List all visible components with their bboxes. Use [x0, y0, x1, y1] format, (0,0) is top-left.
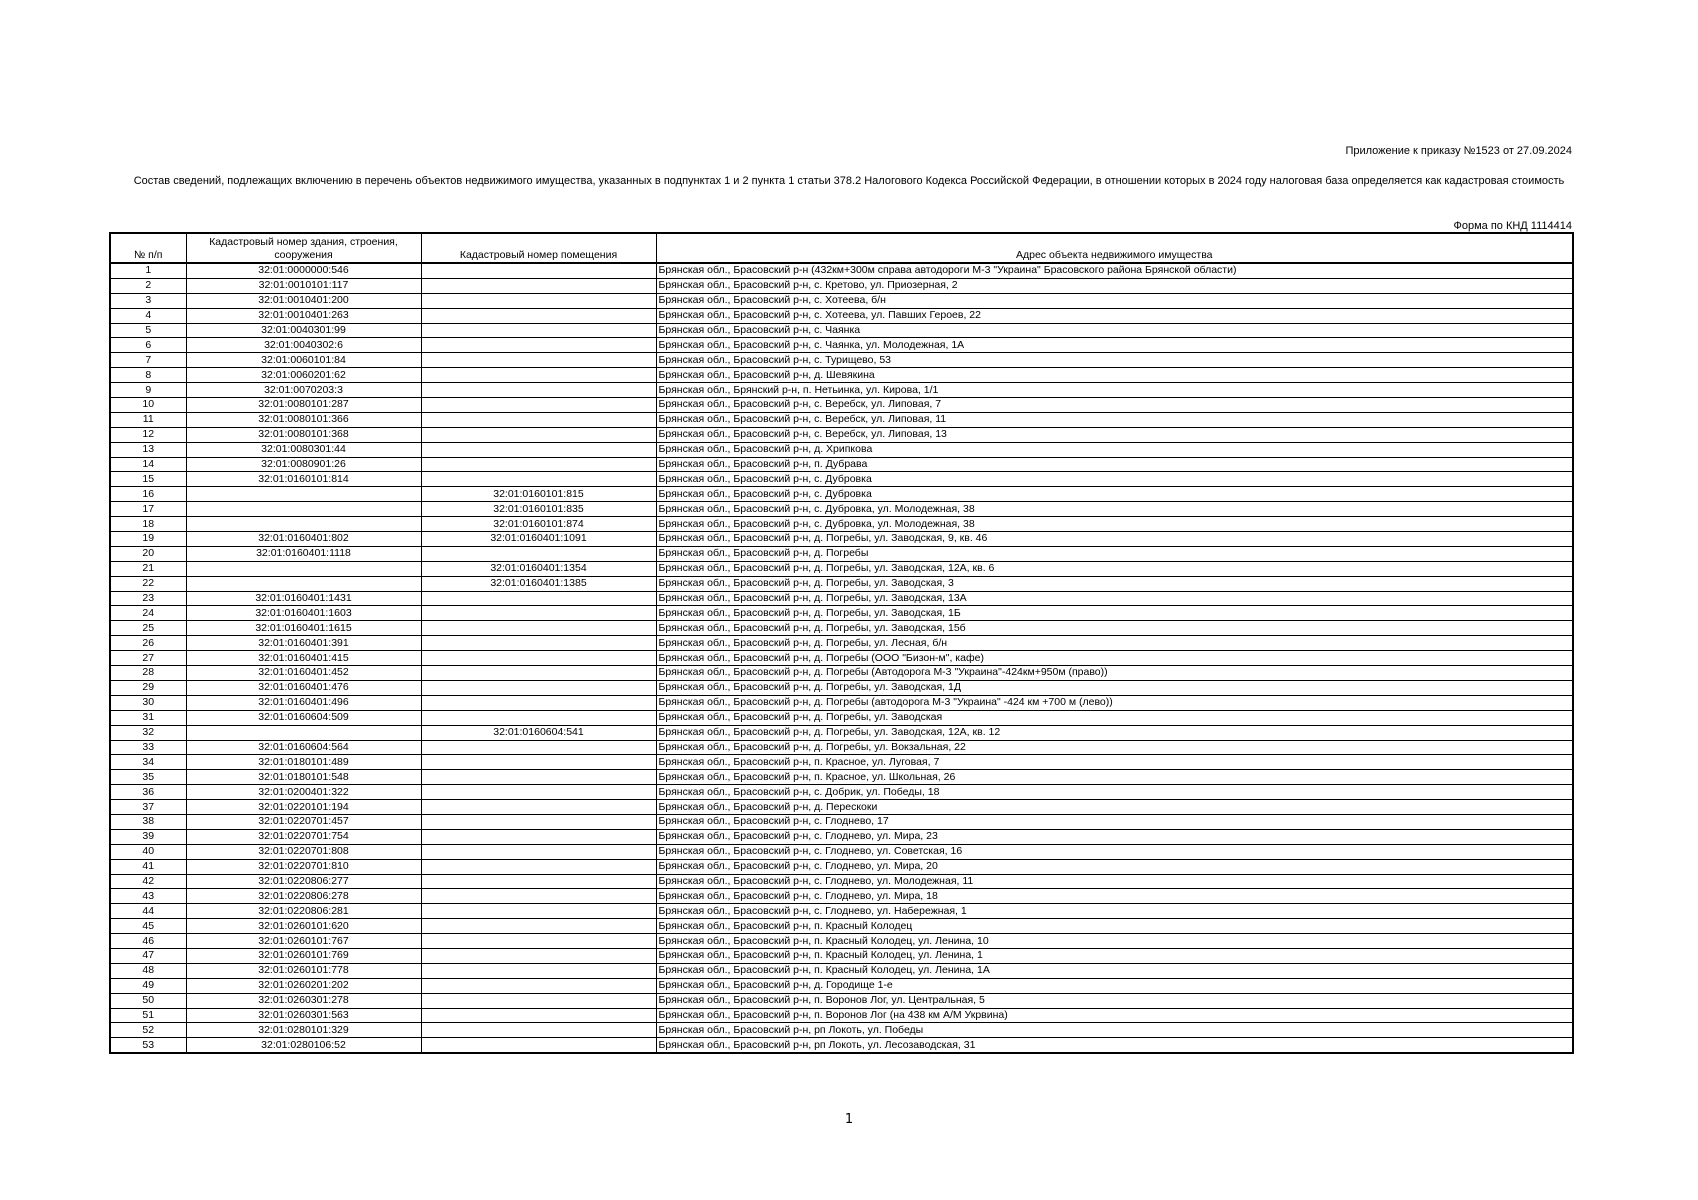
table-row: [110, 502, 1573, 517]
row-number: 7: [110, 353, 186, 368]
building-cadastral-number: 32:01:0260301:563: [186, 1008, 421, 1023]
row-number: 36: [110, 785, 186, 800]
object-address: Брянская обл., Брасовский р-н, п. Красное, ул. Школьная, 26: [656, 770, 1573, 785]
table-row: [110, 561, 1573, 576]
room-cadastral-number: [421, 412, 656, 427]
row-number: 17: [110, 502, 186, 517]
building-cadastral-number: 32:01:0160401:496: [186, 695, 421, 710]
table-row: [110, 591, 1573, 606]
object-address: Брянская обл., Брасовский р-н, д. Погребы, ул. Заводская, 12А, кв. 6: [656, 561, 1573, 576]
room-cadastral-number: [421, 293, 656, 308]
table-row: [110, 576, 1573, 591]
room-cadastral-number: [421, 457, 656, 472]
room-cadastral-number: [421, 606, 656, 621]
table-row: [110, 874, 1573, 889]
object-address: Брянская обл., Брасовский р-н, с. Веребск, ул. Липовая, 13: [656, 427, 1573, 442]
building-cadastral-number: 32:01:0280106:52: [186, 1038, 421, 1053]
document-title: Состав сведений, подлежащих включению в перечень объектов недвижимого имущества, указанных в подпунктах 1 и 2 пункта 1 статьи 378.2 Налогового Кодекса Российской Федерации, в отношении которых в 2024 году налоговая база определяется как кадастровая стоимость: [133, 175, 1565, 187]
table-row: [110, 606, 1573, 621]
table-row: [110, 651, 1573, 666]
building-cadastral-number: 32:01:0160401:802: [186, 532, 421, 547]
table-row: [110, 532, 1573, 547]
row-number: 47: [110, 948, 186, 963]
row-number: 23: [110, 591, 186, 606]
object-address: Брянская обл., Брасовский р-н, д. Погребы (автодорога М-3 "Украина" -424 км +700 м (лево)): [656, 695, 1573, 710]
building-cadastral-number: [186, 517, 421, 532]
building-cadastral-number: 32:01:0010401:200: [186, 293, 421, 308]
building-cadastral-number: 32:01:0180101:489: [186, 755, 421, 770]
row-number: 10: [110, 398, 186, 413]
object-address: Брянская обл., Брасовский р-н, д. Погребы (Автодорога М-3 "Украина"-424км+950м (право)): [656, 666, 1573, 681]
row-number: 49: [110, 978, 186, 993]
building-cadastral-number: 32:01:0060101:84: [186, 353, 421, 368]
room-cadastral-number: [421, 978, 656, 993]
row-number: 20: [110, 546, 186, 561]
room-cadastral-number: [421, 948, 656, 963]
object-address: Брянская обл., Брасовский р-н, д. Шевякина: [656, 368, 1573, 383]
building-cadastral-number: 32:01:0260101:769: [186, 948, 421, 963]
building-cadastral-number: 32:01:0040301:99: [186, 323, 421, 338]
room-cadastral-number: [421, 1008, 656, 1023]
row-number: 13: [110, 442, 186, 457]
table-row: [110, 710, 1573, 725]
object-address: Брянская обл., Брасовский р-н, рп Локоть, ул. Победы: [656, 1023, 1573, 1038]
room-cadastral-number: [421, 263, 656, 278]
object-address: Брянская обл., Брасовский р-н, с. Глоднево, ул. Мира, 18: [656, 889, 1573, 904]
row-number: 43: [110, 889, 186, 904]
row-number: 27: [110, 651, 186, 666]
object-address: Брянская обл., Брасовский р-н, д. Погребы, ул. Заводская, 13А: [656, 591, 1573, 606]
table-row: [110, 963, 1573, 978]
object-address: Брянская обл., Брасовский р-н, п. Красный Колодец, ул. Ленина, 1А: [656, 963, 1573, 978]
row-number: 41: [110, 859, 186, 874]
table-row: [110, 636, 1573, 651]
room-cadastral-number: [421, 785, 656, 800]
object-address: Брянская обл., Брасовский р-н, д. Городище 1-е: [656, 978, 1573, 993]
table-row: [110, 695, 1573, 710]
object-address: Брянская обл., Брасовский р-н, п. Красный Колодец, ул. Ленина, 1: [656, 948, 1573, 963]
room-cadastral-number: [421, 651, 656, 666]
column-header-number: № п/п: [110, 233, 186, 263]
building-cadastral-number: 32:01:0160604:509: [186, 710, 421, 725]
row-number: 1: [110, 263, 186, 278]
building-cadastral-number: 32:01:0220701:808: [186, 844, 421, 859]
row-number: 31: [110, 710, 186, 725]
table-row: [110, 278, 1573, 293]
table-row: [110, 680, 1573, 695]
room-cadastral-number: [421, 621, 656, 636]
building-cadastral-number: 32:01:0080101:368: [186, 427, 421, 442]
table-row: [110, 338, 1573, 353]
object-address: Брянская обл., Брасовский р-н, с. Дубровка: [656, 487, 1573, 502]
building-cadastral-number: 32:01:0070203:3: [186, 383, 421, 398]
room-cadastral-number: [421, 398, 656, 413]
column-header-building-cadastral: Кадастровый номер здания, строения, сооружения: [186, 233, 421, 263]
table-row: [110, 472, 1573, 487]
object-address: Брянская обл., Брасовский р-н, с. Глоднево, ул. Мира, 20: [656, 859, 1573, 874]
row-number: 12: [110, 427, 186, 442]
row-number: 21: [110, 561, 186, 576]
object-address: Брянская обл., Брасовский р-н, д. Погребы, ул. Заводская, 1Д: [656, 680, 1573, 695]
object-address: Брянская обл., Брасовский р-н, с. Дубровка, ул. Молодежная, 38: [656, 517, 1573, 532]
row-number: 40: [110, 844, 186, 859]
room-cadastral-number: [421, 546, 656, 561]
table-row: [110, 487, 1573, 502]
building-cadastral-number: 32:01:0220101:194: [186, 800, 421, 815]
building-cadastral-number: [186, 502, 421, 517]
building-cadastral-number: 32:01:0260201:202: [186, 978, 421, 993]
table-row: [110, 442, 1573, 457]
table-row: [110, 919, 1573, 934]
page-number: 1: [844, 1112, 854, 1127]
row-number: 38: [110, 814, 186, 829]
table-header: [110, 233, 1573, 263]
object-address: Брянская обл., Брасовский р-н, с. Глоднево, ул. Советская, 16: [656, 844, 1573, 859]
table-row: [110, 1023, 1573, 1038]
row-number: 50: [110, 993, 186, 1008]
object-address: Брянская обл., Брасовский р-н, рп Локоть, ул. Лесозаводская, 31: [656, 1038, 1573, 1053]
row-number: 51: [110, 1008, 186, 1023]
room-cadastral-number: 32:01:0160604:541: [421, 725, 656, 740]
table-row: [110, 427, 1573, 442]
room-cadastral-number: [421, 636, 656, 651]
building-cadastral-number: 32:01:0220701:754: [186, 829, 421, 844]
table-row: [110, 755, 1573, 770]
table-row: [110, 1038, 1573, 1053]
object-address: Брянская обл., Брасовский р-н, с. Веребск, ул. Липовая, 7: [656, 398, 1573, 413]
room-cadastral-number: [421, 472, 656, 487]
building-cadastral-number: 32:01:0220806:277: [186, 874, 421, 889]
room-cadastral-number: [421, 874, 656, 889]
building-cadastral-number: [186, 487, 421, 502]
table-row: [110, 621, 1573, 636]
object-address: Брянская обл., Брасовский р-н, с. Глоднево, 17: [656, 814, 1573, 829]
object-address: Брянская обл., Брасовский р-н, п. Красное, ул. Луговая, 7: [656, 755, 1573, 770]
row-number: 25: [110, 621, 186, 636]
room-cadastral-number: [421, 800, 656, 815]
table-row: [110, 889, 1573, 904]
object-address: Брянская обл., Брасовский р-н, с. Турищево, 53: [656, 353, 1573, 368]
object-address: Брянская обл., Брасовский р-н, с. Чаянка: [656, 323, 1573, 338]
table-row: [110, 546, 1573, 561]
object-address: Брянская обл., Брасовский р-н, п. Воронов Лог, ул. Центральная, 5: [656, 993, 1573, 1008]
room-cadastral-number: [421, 1038, 656, 1053]
table-row: [110, 785, 1573, 800]
row-number: 18: [110, 517, 186, 532]
room-cadastral-number: [421, 591, 656, 606]
building-cadastral-number: 32:01:0160101:814: [186, 472, 421, 487]
table-row: [110, 859, 1573, 874]
room-cadastral-number: 32:01:0160401:1354: [421, 561, 656, 576]
room-cadastral-number: [421, 904, 656, 919]
table-row: [110, 814, 1573, 829]
object-address: Брянская обл., Брасовский р-н, с. Чаянка, ул. Молодежная, 1А: [656, 338, 1573, 353]
room-cadastral-number: [421, 770, 656, 785]
object-address: Брянская обл., Брасовский р-н, с. Глоднево, ул. Набережная, 1: [656, 904, 1573, 919]
building-cadastral-number: 32:01:0160401:391: [186, 636, 421, 651]
room-cadastral-number: [421, 889, 656, 904]
room-cadastral-number: [421, 740, 656, 755]
row-number: 6: [110, 338, 186, 353]
building-cadastral-number: 32:01:0080301:44: [186, 442, 421, 457]
table-row: [110, 368, 1573, 383]
room-cadastral-number: [421, 829, 656, 844]
building-cadastral-number: 32:01:0180101:548: [186, 770, 421, 785]
building-cadastral-number: 32:01:0220806:281: [186, 904, 421, 919]
row-number: 16: [110, 487, 186, 502]
row-number: 42: [110, 874, 186, 889]
row-number: 32: [110, 725, 186, 740]
building-cadastral-number: 32:01:0220806:278: [186, 889, 421, 904]
row-number: 4: [110, 308, 186, 323]
object-address: Брянская обл., Брасовский р-н, д. Погребы, ул. Заводская: [656, 710, 1573, 725]
row-number: 29: [110, 680, 186, 695]
row-number: 48: [110, 963, 186, 978]
object-address: Брянская обл., Брасовский р-н, д. Погребы, ул. Заводская, 1Б: [656, 606, 1573, 621]
object-address: Брянская обл., Брасовский р-н, д. Перескоки: [656, 800, 1573, 815]
object-address: Брянская обл., Брасовский р-н, с. Хотеева, ул. Павших Героев, 22: [656, 308, 1573, 323]
building-cadastral-number: 32:01:0160604:564: [186, 740, 421, 755]
row-number: 45: [110, 919, 186, 934]
table-body: [110, 263, 1573, 1053]
appendix-note: Приложение к приказу №1523 от 27.09.2024: [1345, 145, 1572, 157]
room-cadastral-number: [421, 844, 656, 859]
room-cadastral-number: [421, 368, 656, 383]
row-number: 35: [110, 770, 186, 785]
object-address: Брянская обл., Брасовский р-н, с. Добрик, ул. Победы, 18: [656, 785, 1573, 800]
room-cadastral-number: [421, 323, 656, 338]
table-row: [110, 770, 1573, 785]
building-cadastral-number: 32:01:0160401:1615: [186, 621, 421, 636]
room-cadastral-number: [421, 695, 656, 710]
object-address: Брянская обл., Брасовский р-н, д. Погребы, ул. Заводская, 15б: [656, 621, 1573, 636]
building-cadastral-number: 32:01:0280101:329: [186, 1023, 421, 1038]
row-number: 30: [110, 695, 186, 710]
table-row: [110, 993, 1573, 1008]
object-address: Брянская обл., Брасовский р-н, с. Дубровка: [656, 472, 1573, 487]
table-row: [110, 1008, 1573, 1023]
object-address: Брянская обл., Брасовский р-н, д. Погребы, ул. Заводская, 12А, кв. 12: [656, 725, 1573, 740]
object-address: Брянская обл., Брасовский р-н, д. Погребы, ул. Заводская, 9, кв. 46: [656, 532, 1573, 547]
room-cadastral-number: 32:01:0160401:1091: [421, 532, 656, 547]
object-address: Брянская обл., Брасовский р-н, с. Глоднево, ул. Молодежная, 11: [656, 874, 1573, 889]
room-cadastral-number: [421, 338, 656, 353]
building-cadastral-number: 32:01:0060201:62: [186, 368, 421, 383]
row-number: 52: [110, 1023, 186, 1038]
table-row: [110, 978, 1573, 993]
table-row: [110, 457, 1573, 472]
object-address: Брянская обл., Брасовский р-н, с. Кретово, ул. Приозерная, 2: [656, 278, 1573, 293]
object-address: Брянская обл., Брасовский р-н, д. Хрипкова: [656, 442, 1573, 457]
table-row: [110, 948, 1573, 963]
building-cadastral-number: 32:01:0160401:415: [186, 651, 421, 666]
building-cadastral-number: 32:01:0260101:767: [186, 934, 421, 949]
building-cadastral-number: 32:01:0000000:546: [186, 263, 421, 278]
table-row: [110, 725, 1573, 740]
room-cadastral-number: [421, 427, 656, 442]
table-row: [110, 934, 1573, 949]
table-row: [110, 412, 1573, 427]
row-number: 9: [110, 383, 186, 398]
row-number: 53: [110, 1038, 186, 1053]
room-cadastral-number: [421, 710, 656, 725]
building-cadastral-number: 32:01:0160401:452: [186, 666, 421, 681]
row-number: 39: [110, 829, 186, 844]
table-row: [110, 517, 1573, 532]
room-cadastral-number: [421, 934, 656, 949]
property-registry-table: [109, 232, 1574, 1054]
room-cadastral-number: [421, 1023, 656, 1038]
building-cadastral-number: 32:01:0080101:287: [186, 398, 421, 413]
building-cadastral-number: 32:01:0220701:810: [186, 859, 421, 874]
building-cadastral-number: 32:01:0010101:117: [186, 278, 421, 293]
building-cadastral-number: 32:01:0220701:457: [186, 814, 421, 829]
row-number: 24: [110, 606, 186, 621]
table-row: [110, 353, 1573, 368]
table-row: [110, 263, 1573, 278]
building-cadastral-number: 32:01:0080101:366: [186, 412, 421, 427]
object-address: Брянская обл., Брасовский р-н, д. Погребы (ООО "Бизон-м", кафе): [656, 651, 1573, 666]
building-cadastral-number: 32:01:0260301:278: [186, 993, 421, 1008]
table-row: [110, 383, 1573, 398]
room-cadastral-number: [421, 308, 656, 323]
building-cadastral-number: 32:01:0260101:778: [186, 963, 421, 978]
table-row: [110, 308, 1573, 323]
room-cadastral-number: 32:01:0160101:815: [421, 487, 656, 502]
room-cadastral-number: 32:01:0160101:835: [421, 502, 656, 517]
row-number: 2: [110, 278, 186, 293]
object-address: Брянская обл., Брасовский р-н, п. Красный Колодец: [656, 919, 1573, 934]
object-address: Брянская обл., Брасовский р-н, д. Погребы: [656, 546, 1573, 561]
object-address: Брянская обл., Брасовский р-н, с. Глоднево, ул. Мира, 23: [656, 829, 1573, 844]
room-cadastral-number: [421, 963, 656, 978]
table-row: [110, 904, 1573, 919]
room-cadastral-number: 32:01:0160401:1385: [421, 576, 656, 591]
object-address: Брянская обл., Брасовский р-н, д. Погребы, ул. Вокзальная, 22: [656, 740, 1573, 755]
row-number: 14: [110, 457, 186, 472]
table-row: [110, 666, 1573, 681]
room-cadastral-number: [421, 993, 656, 1008]
building-cadastral-number: [186, 561, 421, 576]
building-cadastral-number: 32:01:0080901:26: [186, 457, 421, 472]
room-cadastral-number: [421, 814, 656, 829]
row-number: 34: [110, 755, 186, 770]
room-cadastral-number: [421, 353, 656, 368]
object-address: Брянская обл., Брасовский р-н, с. Веребск, ул. Липовая, 11: [656, 412, 1573, 427]
building-cadastral-number: 32:01:0200401:322: [186, 785, 421, 800]
building-cadastral-number: [186, 576, 421, 591]
building-cadastral-number: 32:01:0260101:620: [186, 919, 421, 934]
table-row: [110, 398, 1573, 413]
row-number: 44: [110, 904, 186, 919]
object-address: Брянская обл., Брасовский р-н, п. Красный Колодец, ул. Ленина, 10: [656, 934, 1573, 949]
object-address: Брянская обл., Брасовский р-н (432км+300м справа автодороги М-3 "Украина" Брасовского района Брянской области): [656, 263, 1573, 278]
room-cadastral-number: [421, 278, 656, 293]
building-cadastral-number: 32:01:0160401:1118: [186, 546, 421, 561]
row-number: 26: [110, 636, 186, 651]
room-cadastral-number: 32:01:0160101:874: [421, 517, 656, 532]
room-cadastral-number: [421, 383, 656, 398]
row-number: 28: [110, 666, 186, 681]
row-number: 19: [110, 532, 186, 547]
building-cadastral-number: 32:01:0040302:6: [186, 338, 421, 353]
table-row: [110, 829, 1573, 844]
table-row: [110, 740, 1573, 755]
row-number: 33: [110, 740, 186, 755]
building-cadastral-number: 32:01:0160401:476: [186, 680, 421, 695]
row-number: 11: [110, 412, 186, 427]
building-cadastral-number: 32:01:0010401:263: [186, 308, 421, 323]
room-cadastral-number: [421, 919, 656, 934]
row-number: 3: [110, 293, 186, 308]
building-cadastral-number: 32:01:0160401:1431: [186, 591, 421, 606]
room-cadastral-number: [421, 442, 656, 457]
row-number: 15: [110, 472, 186, 487]
table-row: [110, 293, 1573, 308]
column-header-room-cadastral: Кадастровый номер помещения: [421, 233, 656, 263]
object-address: Брянская обл., Брасовский р-н, п. Дубрава: [656, 457, 1573, 472]
row-number: 8: [110, 368, 186, 383]
building-cadastral-number: 32:01:0160401:1603: [186, 606, 421, 621]
room-cadastral-number: [421, 755, 656, 770]
row-number: 22: [110, 576, 186, 591]
table-row: [110, 323, 1573, 338]
object-address: Брянская обл., Брасовский р-н, с. Хотеева, б/н: [656, 293, 1573, 308]
room-cadastral-number: [421, 666, 656, 681]
room-cadastral-number: [421, 859, 656, 874]
form-code: Форма по КНД 1114414: [1453, 220, 1572, 232]
column-header-address: Адрес объекта недвижимого имущества: [656, 233, 1573, 263]
object-address: Брянская обл., Брасовский р-н, д. Погребы, ул. Лесная, б/н: [656, 636, 1573, 651]
object-address: Брянская обл., Брасовский р-н, п. Воронов Лог (на 438 км А/М Укрвина): [656, 1008, 1573, 1023]
row-number: 5: [110, 323, 186, 338]
building-cadastral-number: [186, 725, 421, 740]
object-address: Брянская обл., Брянский р-н, п. Нетьинка, ул. Кирова, 1/1: [656, 383, 1573, 398]
table-row: [110, 800, 1573, 815]
object-address: Брянская обл., Брасовский р-н, с. Дубровка, ул. Молодежная, 38: [656, 502, 1573, 517]
room-cadastral-number: [421, 680, 656, 695]
row-number: 37: [110, 800, 186, 815]
row-number: 46: [110, 934, 186, 949]
object-address: Брянская обл., Брасовский р-н, д. Погребы, ул. Заводская, 3: [656, 576, 1573, 591]
table-row: [110, 844, 1573, 859]
